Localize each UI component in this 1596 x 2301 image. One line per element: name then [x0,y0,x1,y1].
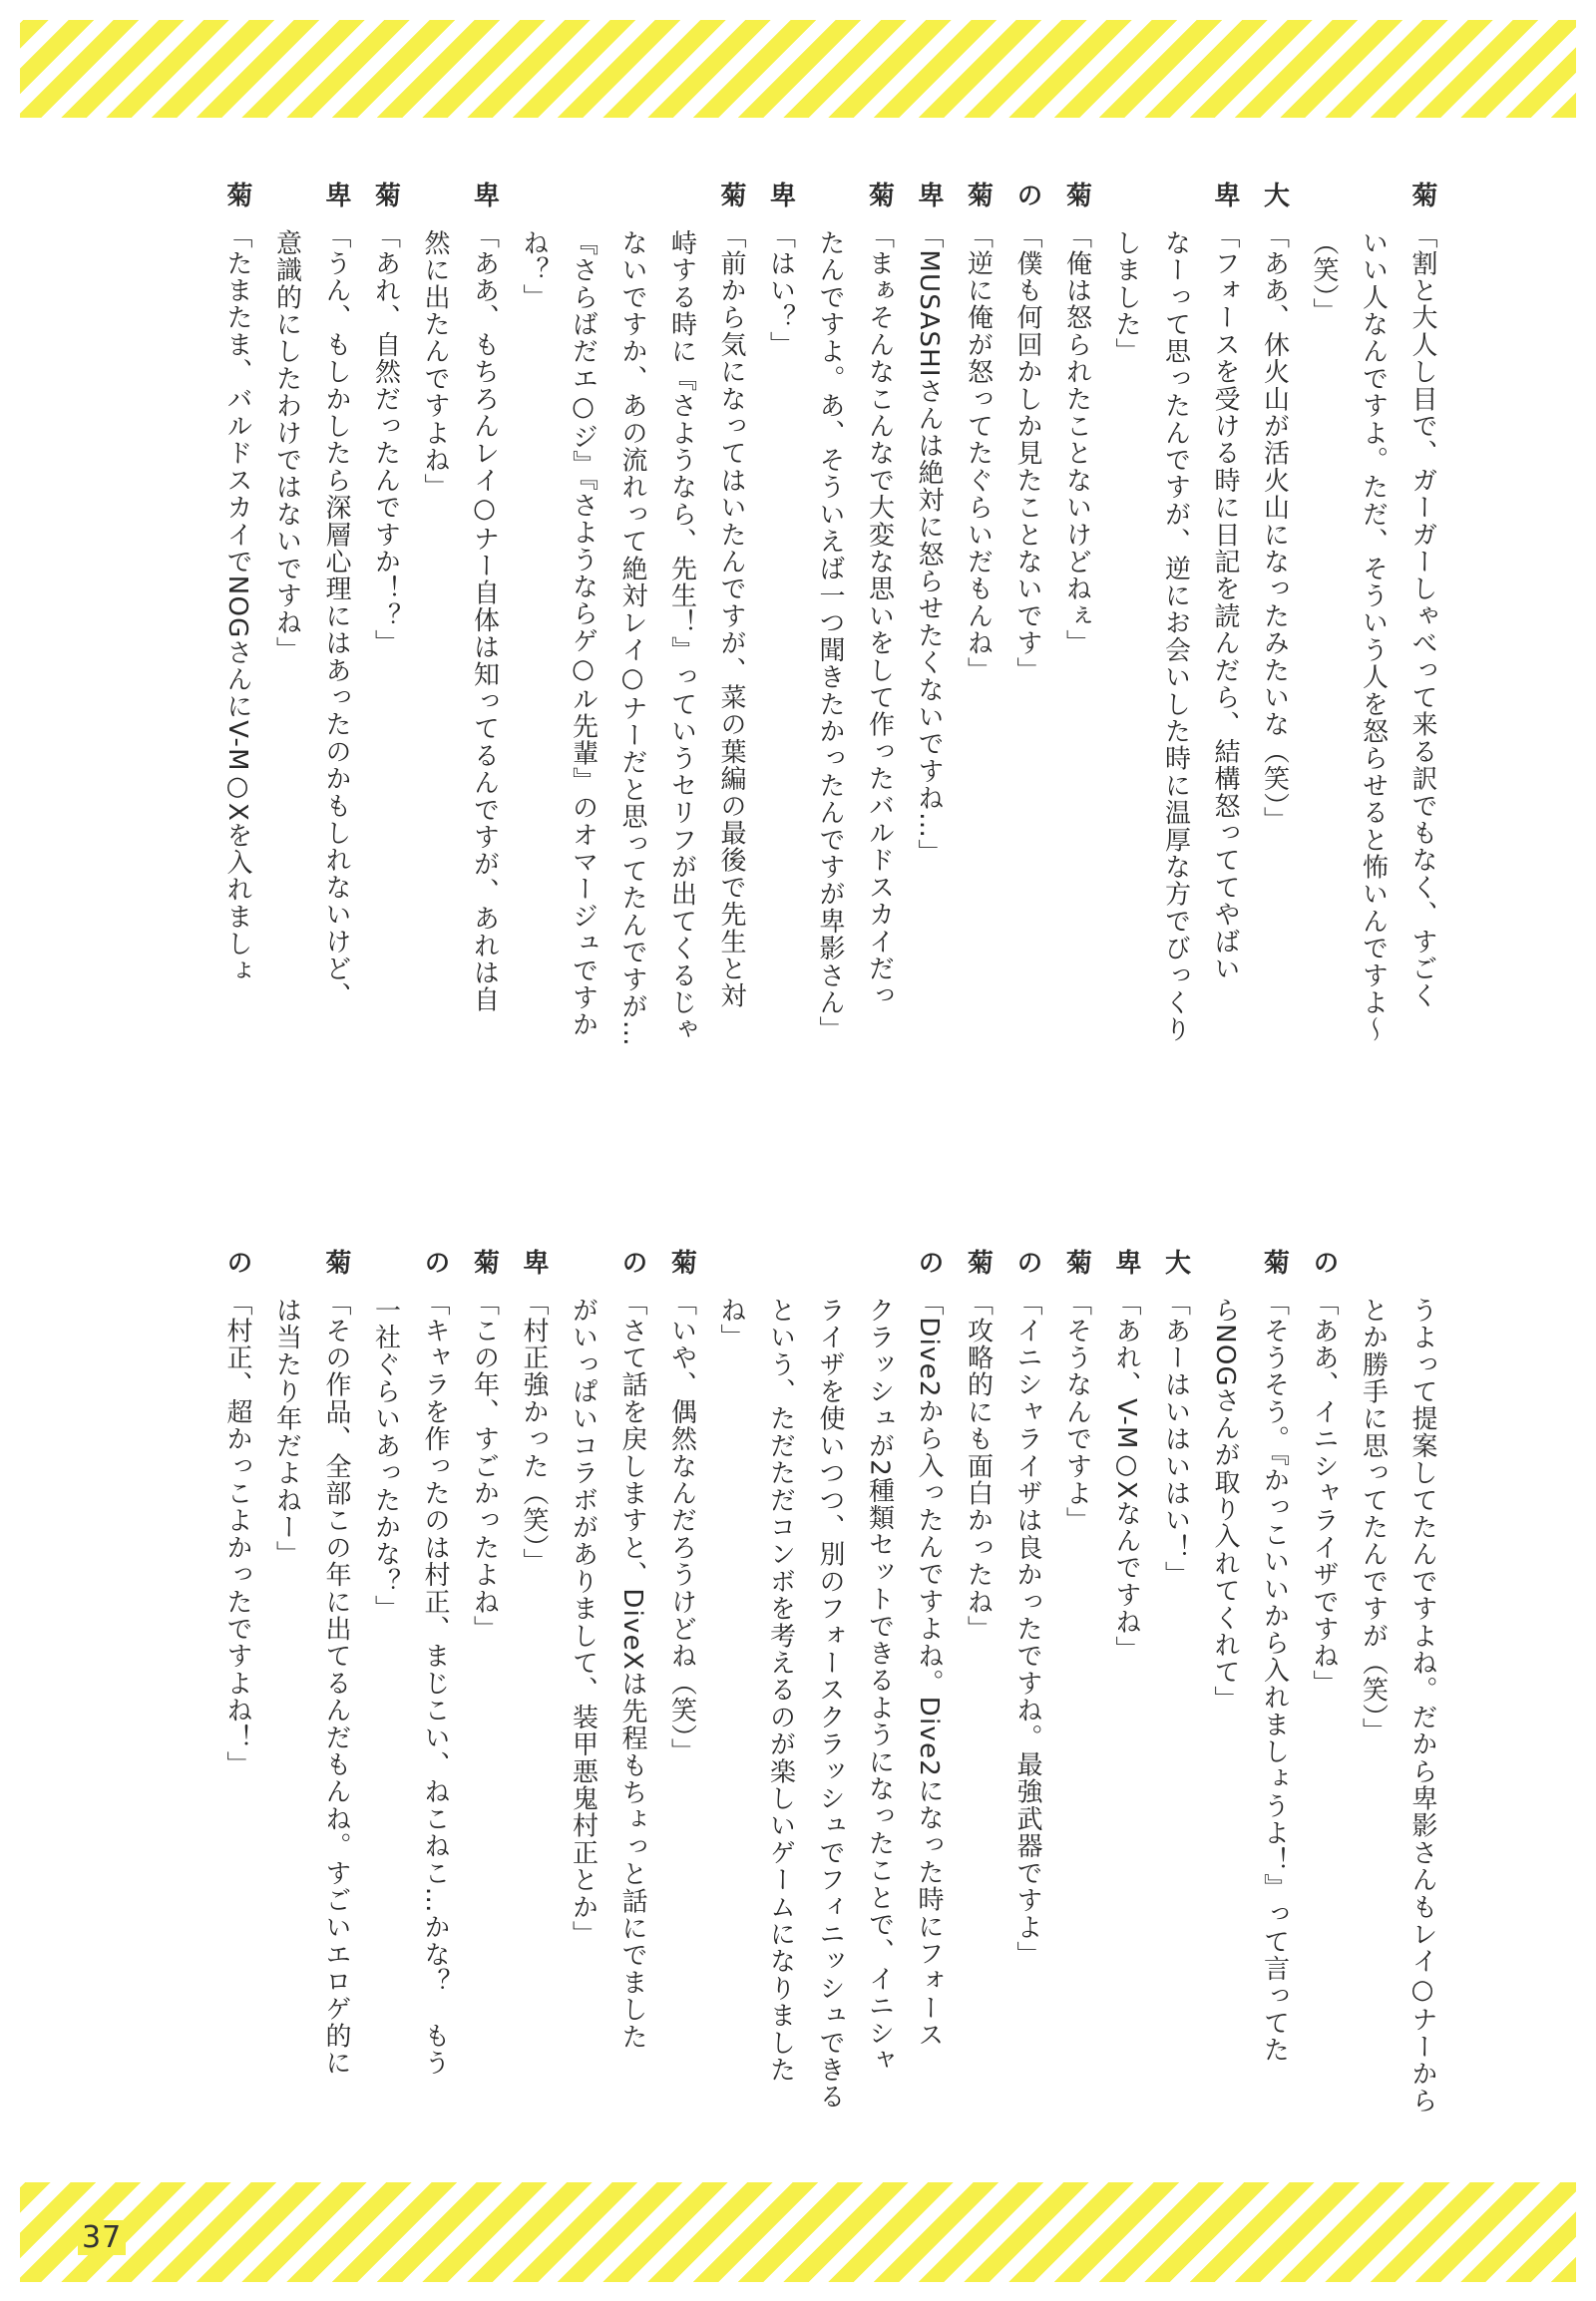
dialogue-line [1249,1249,1299,2146]
dialogue-text: 「キャラを作ったのは村正、まじこい、ねこねこ…かな？ もう [420,1290,450,2078]
speaker-label: の [914,1249,944,1277]
dialogue-text: らNOGさんが取り入れてくれて」 [1210,1297,1240,1714]
speaker-label: 菊 [666,1249,697,1277]
dialogue-text: 「ああ、休火山が活火山になったみたいな（笑）」 [1259,222,1290,834]
dialogue-text: は当たり年だよねー」 [271,1297,302,1568]
dialogue-text: ないですか、あの流れって絶対レイ○ナーだと思ってたんですが… [617,229,647,1047]
speaker-label: 大 [1259,182,1290,209]
dialogue-text: とか勝手に思ってたんですが（笑）」 [1358,1297,1389,1745]
speaker-label: の [1012,182,1042,209]
speaker-label: 菊 [1061,1249,1092,1277]
dialogue-line [1051,182,1101,1079]
speaker-label: 菊 [716,182,746,209]
speaker-label: 菊 [321,1249,351,1277]
speaker-label: 菊 [963,1249,994,1277]
dialogue-text: 「Dive2から入ったんですよね。Dive2になった時にフォース [914,1290,944,2049]
dialogue-text: いい人なんですよ。ただ、そういう人を怒らせると怖いんですよ～ [1358,229,1389,1043]
speaker-label: 菊 [1407,182,1437,209]
dialogue-text: 「MUSASHIさんは絶対に怒らせたくないですね…」 [914,222,944,867]
speaker-label: 菊 [1259,1249,1290,1277]
dialogue-line [656,182,706,1079]
dialogue-text: 「まぁそんなこんなで大変な思いをして作ったバルドスカイだっ [864,222,895,1010]
dialogue-text: 「その作品、全部この年に出てるんだもんね。すごいエロゲ的に [321,1290,351,2078]
speaker-label: の [617,1249,647,1277]
dialogue-line [261,1249,311,2146]
dialogue-line [1397,182,1447,1079]
dialogue-text: クラッシュが2種類セットできるようになったことで、イニシャ [864,1297,895,2075]
dialogue-line [1150,182,1200,1079]
speaker-label: 大 [1160,1249,1191,1277]
dialogue-line [805,1249,855,2146]
dialogue-text: ね」 [716,1297,746,1351]
dialogue-text: 「ああ、もちろんレイ○ナー自体は知ってるんですが、あれは自 [469,222,500,1014]
speaker-label: 菊 [222,182,252,209]
dialogue-lower-block [180,1249,1446,2146]
dialogue-line [558,182,607,1079]
speaker-label: 菊 [469,1249,500,1277]
dialogue-line [212,1249,262,2146]
dialogue-line [261,182,311,1079]
speaker-label: 卑 [321,182,351,209]
dialogue-line [953,1249,1002,2146]
bottom-stripe-border [20,2182,1576,2282]
dialogue-line [509,182,559,1079]
dialogue-line [706,182,756,1079]
dialogue-line [1249,182,1299,1079]
speaker-label: 菊 [1061,182,1092,209]
dialogue-text: 「僕も何回かしか見たことないです」 [1012,222,1042,684]
dialogue-text: ライザを使いつつ、別のフォースクラッシュでフィニッシュできる [815,1297,845,2110]
dialogue-text: がいっぱいコラボがありまして、装甲悪鬼村正とか」 [568,1297,598,1948]
dialogue-line [459,182,509,1079]
dialogue-line [1299,1249,1349,2146]
dialogue-text: 「俺は怒られたことないけどねぇ」 [1061,222,1092,657]
dialogue-line [360,182,410,1079]
dialogue-line [1101,1249,1151,2146]
dialogue-line [1101,182,1151,1079]
speaker-label: 卑 [1210,182,1240,209]
dialogue-line [311,182,361,1079]
dialogue-text: 「いや、偶然なんだろうけどね（笑）」 [666,1290,697,1765]
speaker-label: 卑 [765,182,796,209]
dialogue-text: 「うん、もしかしたら深層心理にはあったのかもしれないけど、 [321,222,351,1010]
dialogue-text: 一社ぐらいあったかな？」 [370,1297,401,1623]
speaker-label: 卑 [519,1249,549,1277]
dialogue-line [509,1249,559,2146]
dialogue-line [755,1249,805,2146]
dialogue-text: なーって思ったんですが、逆にお会いした時に温厚な方でびっくり [1160,229,1191,1043]
dialogue-line [1002,1249,1052,2146]
dialogue-text: 然に出たんですよね」 [420,229,450,501]
dialogue-text: しました」 [1111,229,1141,365]
dialogue-line [410,1249,460,2146]
dialogue-text: 「あーはいはいはい！」 [1160,1290,1191,1589]
dialogue-line [706,1249,756,2146]
speaker-label: 菊 [370,182,401,209]
dialogue-text: 峙する時に『さようなら、先生！』っていうセリフが出てくるじゃ [666,229,697,1043]
dialogue-text: 「そうなんですよ」 [1061,1290,1092,1535]
dialogue-line [904,1249,954,2146]
dialogue-line [1348,1249,1397,2146]
dialogue-text: 「あれ、V-M○Xなんですね」 [1111,1290,1141,1664]
dialogue-line [953,182,1002,1079]
dialogue-line [805,182,855,1079]
speaker-label: 卑 [914,182,944,209]
dialogue-text: 「たまたま、バルドスカイでNOGさんにV-M○Xを入れましょ [222,222,252,985]
dialogue-line [558,1249,607,2146]
dialogue-line [1150,1249,1200,2146]
dialogue-text: 「この年、すごかったよね」 [469,1290,500,1643]
dialogue-line [1002,182,1052,1079]
dialogue-line [1299,182,1349,1079]
dialogue-upper-block [180,182,1446,1079]
speaker-label: の [1309,1249,1339,1277]
dialogue-text: たんですよ。あ、そういえば一つ聞きたかったんですが卑影さん」 [815,229,845,1043]
dialogue-text: 「さて話を戻しますと、DiveXは先程もちょっと話にでました [617,1290,647,2051]
dialogue-line [854,182,904,1079]
dialogue-text: 「村正、超かっこよかったですよね！」 [222,1290,252,1778]
dialogue-text: うよって提案してたんですよね。だから卑影さんもレイ○ナーから [1407,1297,1437,2114]
dialogue-line [1348,182,1397,1079]
dialogue-line [212,182,262,1079]
dialogue-text: 「イニシャライザは良かったですね。最強武器ですよ」 [1012,1290,1042,1969]
dialogue-text: ね？」 [519,229,549,311]
dialogue-text: 「逆に俺が怒ってたぐらいだもんね」 [963,222,994,684]
speaker-label: 卑 [1111,1249,1141,1277]
page-number: 37 [78,2220,126,2255]
dialogue-text: 「そうそう。『かっこいいから入れましょうよ！』って言ってた [1259,1290,1290,2065]
dialogue-text: という、ただただコンボを考えるのが楽しいゲームになりました [765,1297,796,2084]
dialogue-text: 「あれ、自然だったんですか！？」 [370,222,401,657]
speaker-label: の [222,1249,252,1277]
speaker-label: の [420,1249,450,1277]
speaker-label: 菊 [864,182,895,209]
dialogue-line [607,1249,657,2146]
dialogue-line [1200,1249,1250,2146]
dialogue-text: 「前から気になってはいたんですが、菜の葉編の最後で先生と対 [716,222,746,1010]
dialogue-line [1051,1249,1101,2146]
dialogue-text: 『さらばだエ○ジ』『さようならゲ○ル先輩』のオマージュですか [568,229,598,1038]
speaker-label: 卑 [469,182,500,209]
dialogue-line [904,182,954,1079]
dialogue-text: 「割と大人し目で、ガーガーしゃべって来る訳でもなく、すごく [1407,222,1437,1010]
dialogue-line [607,182,657,1079]
dialogue-line [1200,182,1250,1079]
dialogue-line [854,1249,904,2146]
dialogue-line [656,1249,706,2146]
dialogue-line [360,1249,410,2146]
dialogue-text: 「はい？」 [765,222,796,359]
dialogue-line [459,1249,509,2146]
dialogue-line [410,182,460,1079]
speaker-label: 菊 [963,182,994,209]
speaker-label: の [1012,1249,1042,1277]
dialogue-text: （笑）」 [1309,229,1339,325]
dialogue-line [755,182,805,1079]
dialogue-text: 意識的にしたわけではないですね」 [271,229,302,664]
dialogue-text: 「ああ、イニシャライザですね」 [1309,1290,1339,1698]
dialogue-text: 「フォースを受ける時に日記を読んだら、結構怒っててやばい [1210,222,1240,982]
dialogue-text: 「村正強かった（笑）」 [519,1290,549,1576]
top-stripe-border [20,20,1576,118]
dialogue-text: 「攻略的にも面白かったね」 [963,1290,994,1643]
dialogue-line [311,1249,361,2146]
dialogue-line [1397,1249,1447,2146]
